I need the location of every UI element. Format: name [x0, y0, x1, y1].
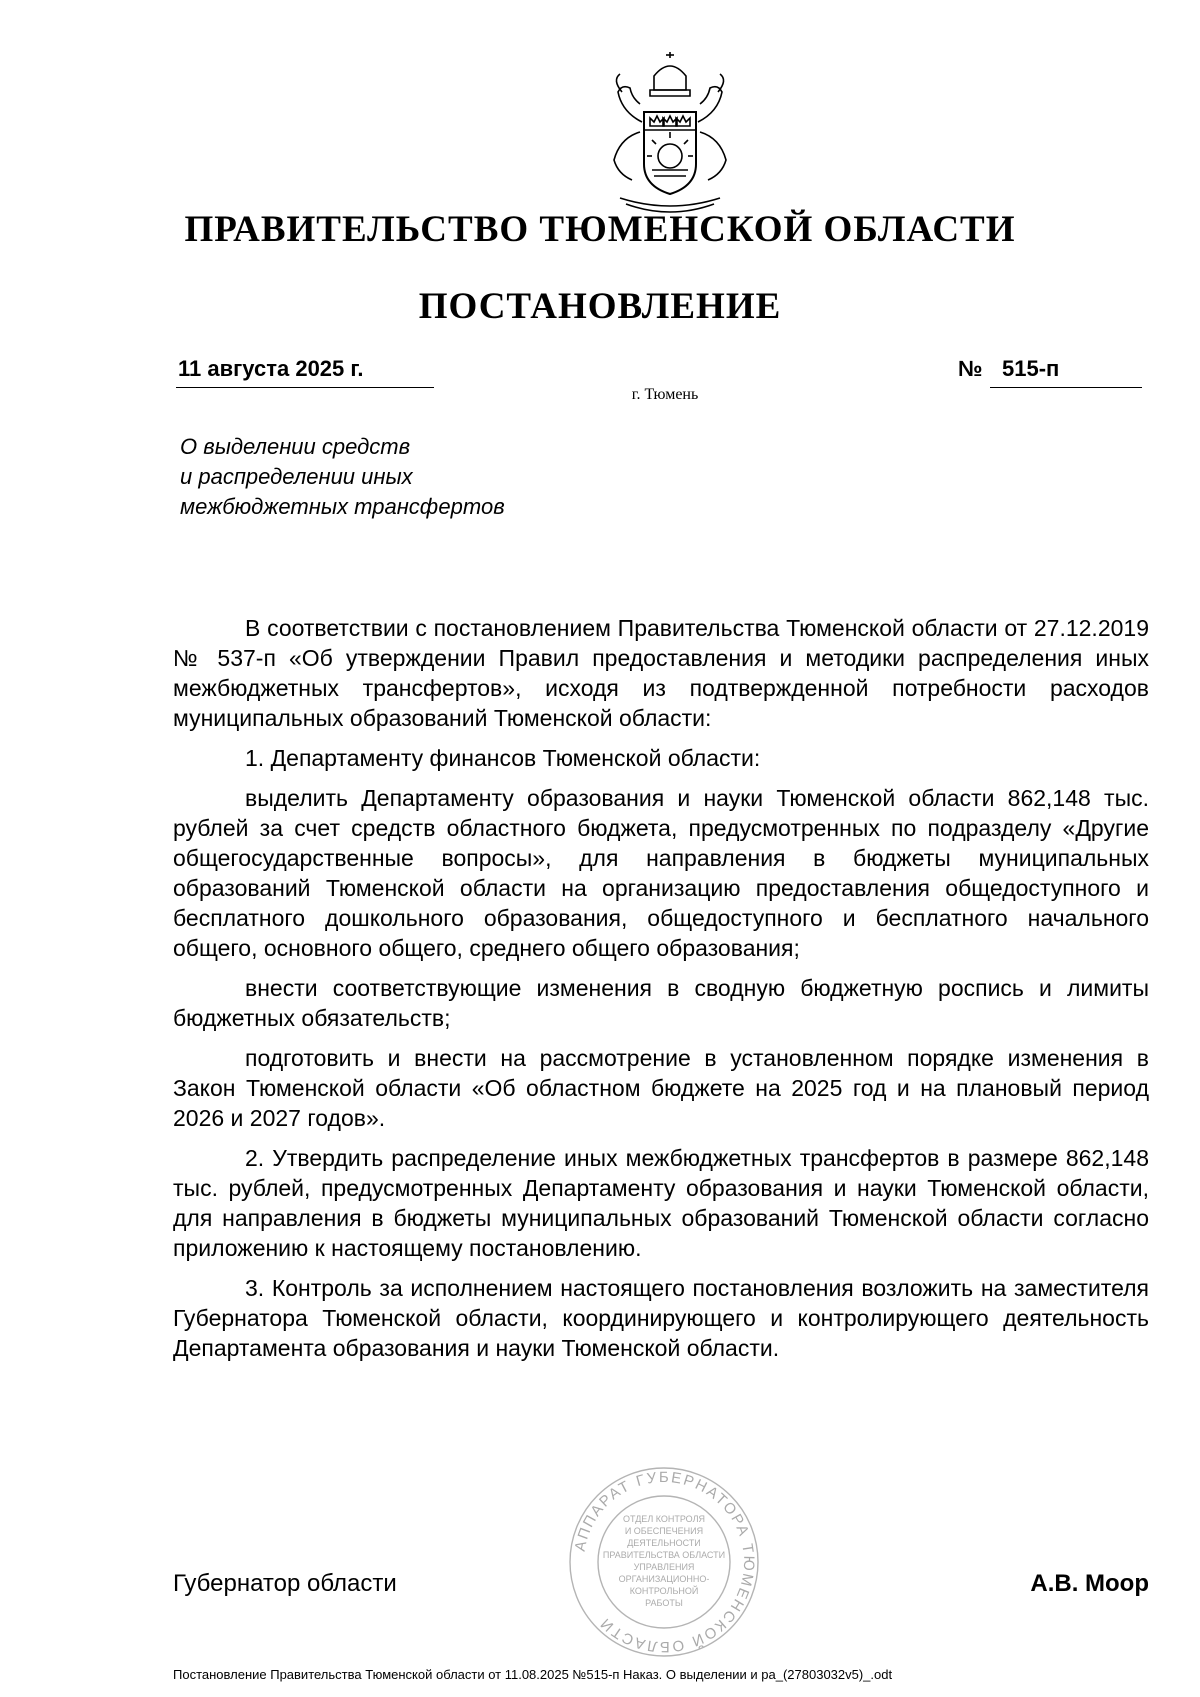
document-type: ПОСТАНОВЛЕНИЕ: [418, 286, 782, 327]
subject-line: и распределении иных: [180, 464, 413, 489]
official-stamp-icon: [566, 1464, 762, 1660]
subject-line: О выделении средств: [180, 434, 411, 459]
document-subject: [180, 432, 680, 522]
organization-title: ПРАВИТЕЛЬСТВО ТЮМЕНСКОЙ ОБЛАСТИ: [184, 209, 1016, 250]
signature-block: [173, 1570, 1149, 1604]
document-city: г. Тюмень: [631, 386, 699, 403]
document-number-field: [958, 356, 1142, 388]
stamp-line: КОНТРОЛЬНОЙ: [629, 1586, 699, 1596]
signatory-role: Губернатор области: [173, 1570, 397, 1597]
body-paragraph: 3. Контроль за исполнением настоящего постановления возложить на заместителя Губернатора Тюменской области, координирующего и контролирующего деятельность Департамента образования и науки Тюменской области.: [173, 1275, 1149, 1361]
stamp-line: И ОБЕСПЕЧЕНИЯ: [624, 1526, 704, 1536]
body-paragraph: 1. Департаменту финансов Тюменской области:: [245, 745, 761, 771]
body-paragraph: выделить Департаменту образования и науки Тюменской области 862,148 тыс. рублей за счет средств областного бюджета, предусмотренных по подразделу «Другие общегосударственные вопросы», для направления в бюджеты муниципальных образований Тюменской области на организацию предоставления общедоступного и бесплатного дошкольного образования, общедоступного и бесплатного начального общего, основного общего, среднего общего образования;: [173, 785, 1149, 961]
stamp-line: РАБОТЫ: [645, 1598, 683, 1608]
signatory-name: А.В. Моор: [1030, 1570, 1149, 1597]
document-date: 11 августа 2025 г.: [176, 356, 434, 388]
stamp-line: ДЕЯТЕЛЬНОСТИ: [627, 1538, 701, 1548]
stamp-line: ПРАВИТЕЛЬСТВА ОБЛАСТИ: [602, 1550, 726, 1560]
file-footer: Постановление Правительства Тюменской области от 11.08.2025 №515-п Наказ. О выделении и ра_(27803032v5)_.odt: [173, 1667, 893, 1682]
document-number: 515-п: [990, 356, 1142, 388]
body-paragraph: подготовить и внести на рассмотрение в установленном порядке изменения в Закон Тюменской области «Об областном бюджете на 2025 год и на плановый период 2026 и 2027 годов».: [173, 1045, 1149, 1131]
body-paragraph: внести соответствующие изменения в сводную бюджетную роспись и лимиты бюджетных обязательств;: [173, 975, 1149, 1031]
stamp-line: УПРАВЛЕНИЯ: [633, 1562, 695, 1572]
stamp-line: ОТДЕЛ КОНТРОЛЯ: [623, 1514, 705, 1524]
document-body: [173, 613, 1149, 1373]
subject-line: межбюджетных трансфертов: [180, 494, 505, 519]
tyumen-oblast-coat-of-arms-icon: [592, 52, 748, 222]
number-sign: №: [958, 356, 983, 381]
stamp-ring-text: АППАРАТ ГУБЕРНАТОРА ТЮМЕНСКОЙ ОБЛАСТИ: [571, 1468, 758, 1656]
body-paragraph: В соответствии с постановлением Правительства Тюменской области от 27.12.2019 № 537-п «Об утверждении Правил предоставления и методики распределения иных межбюджетных трансфертов», исходя из подтвержденной потребности расходов муниципальных образований Тюменской области:: [173, 615, 1149, 731]
body-paragraph: 2. Утвердить распределение иных межбюджетных трансфертов в размере 862,148 тыс. рублей, предусмотренных Департаменту образования и науки Тюменской области, для направления в бюджеты муниципальных образований Тюменской области согласно приложению к настоящему постановлению.: [173, 1145, 1149, 1261]
stamp-line: ОРГАНИЗАЦИОННО-: [618, 1574, 710, 1584]
